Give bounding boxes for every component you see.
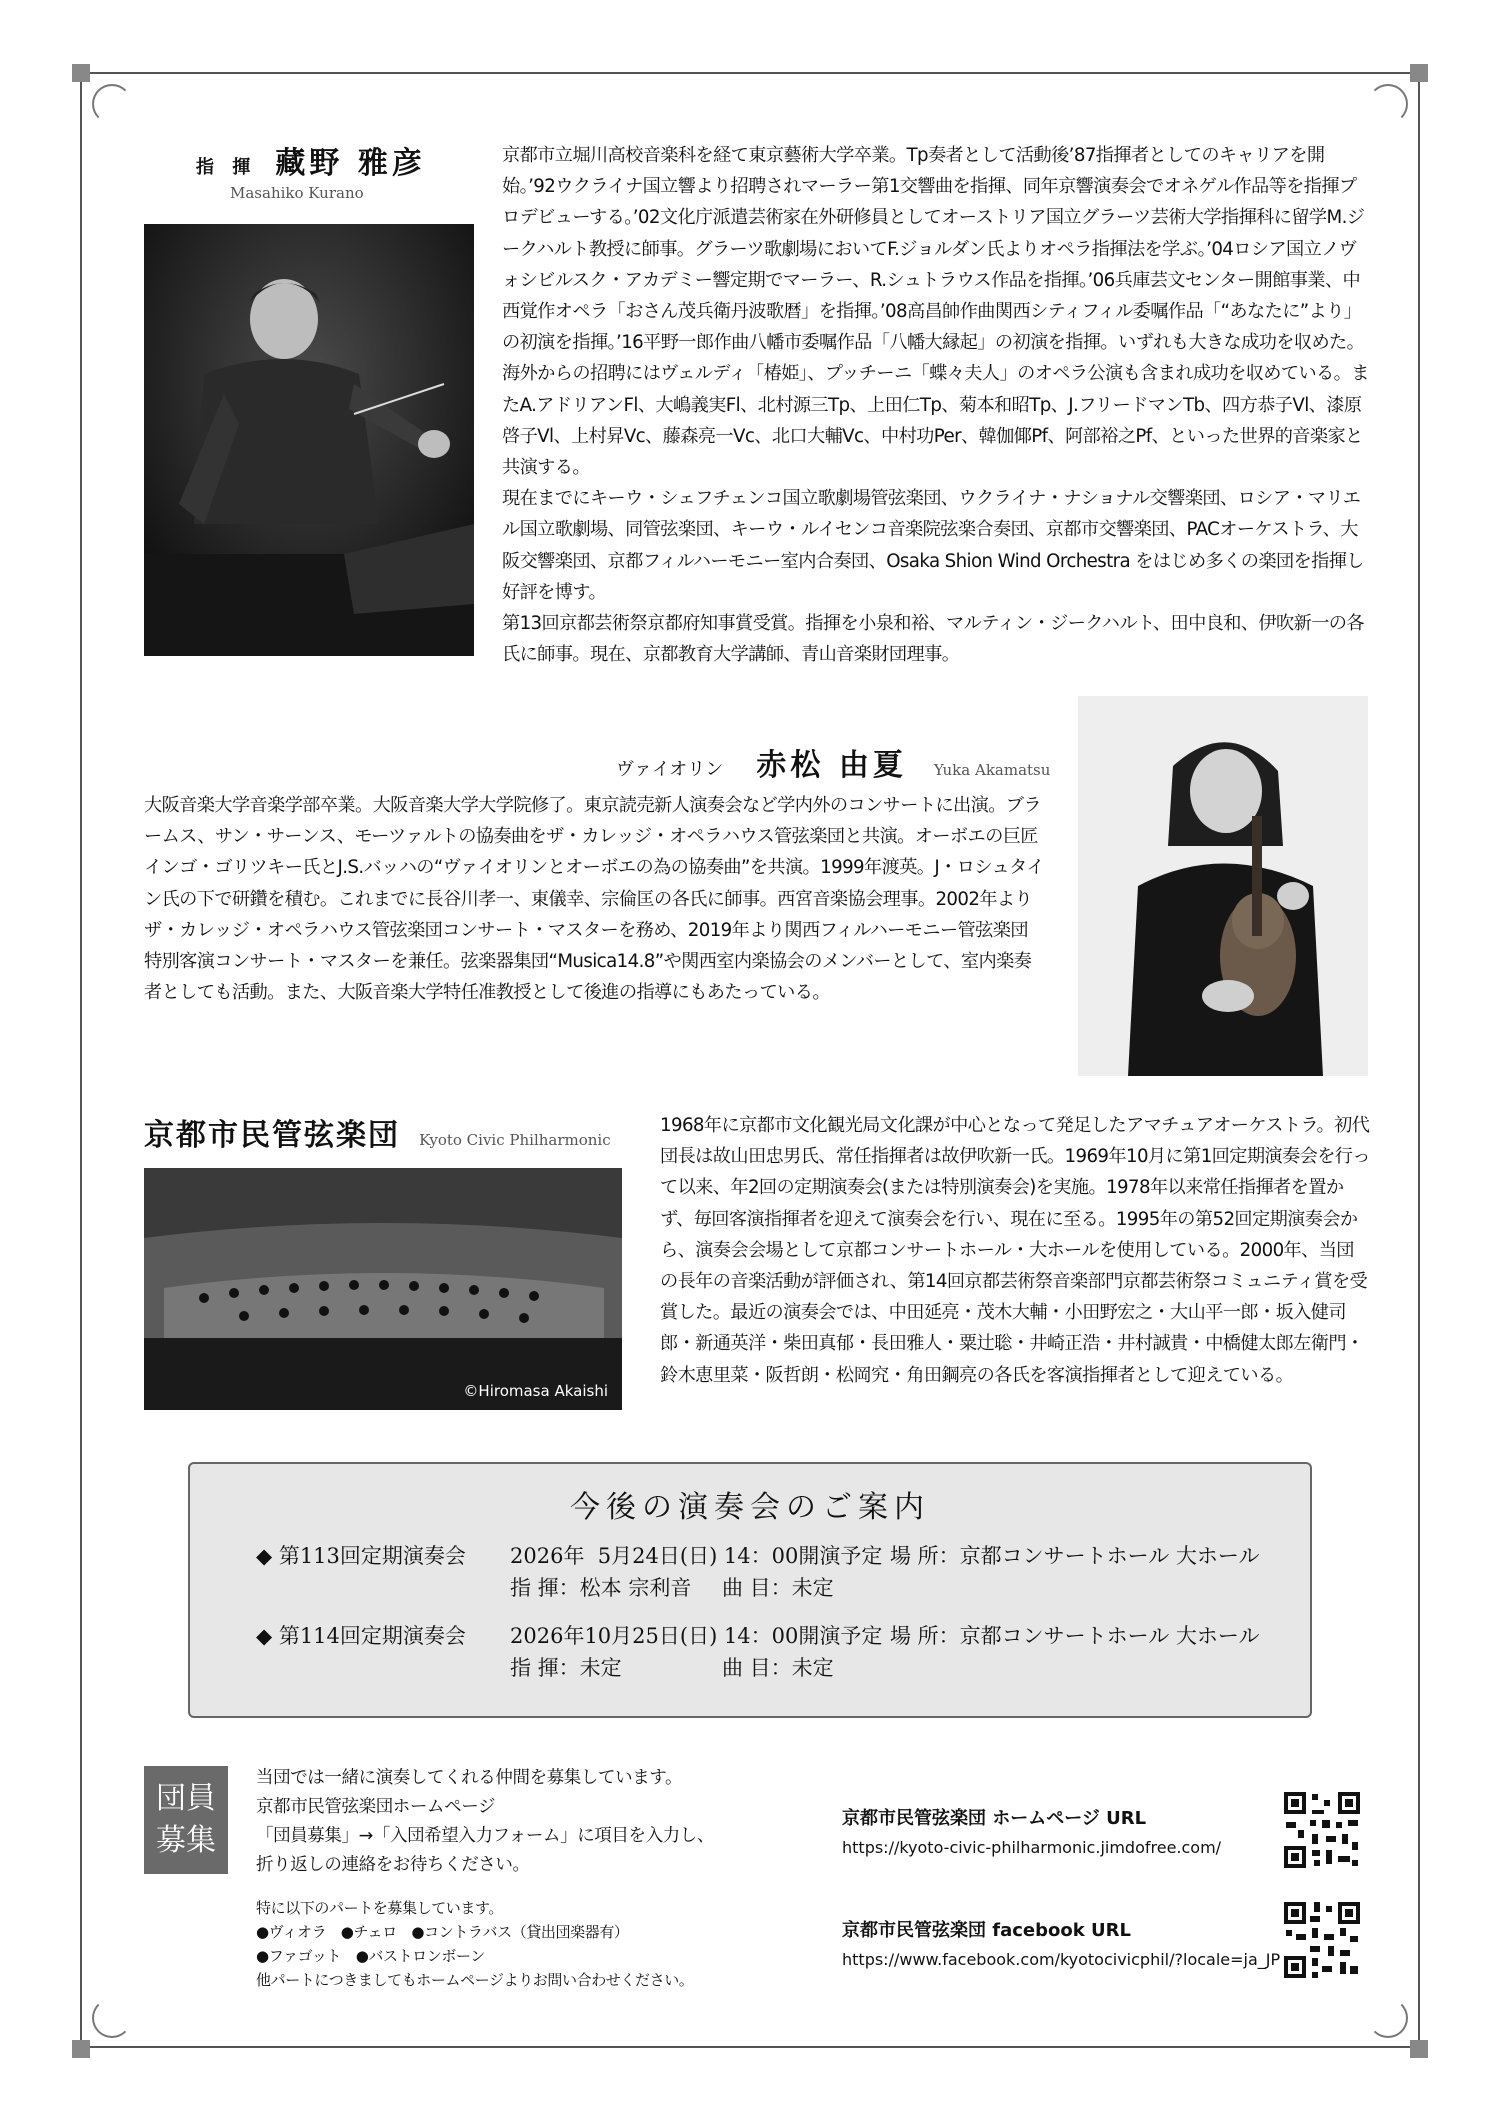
recruit-badge-line: 募集 <box>156 1823 216 1858</box>
conductor-role: 指 揮 <box>196 157 257 178</box>
conductor-bio-paragraph: 第13回京都芸術祭京都府知事賞受賞。指揮を小泉和裕、マルティン・ジークハルト、田中良和、伊吹新一の各氏に師事。現在、京都教育大学講師、青山音楽財団理事。 <box>502 613 1364 666</box>
recruit-line: 「団員募集」→「入団希望入力フォーム」に項目を入力し、 <box>256 1826 714 1846</box>
concert-name: ◆ 第113回定期演奏会 <box>256 1544 466 1568</box>
concert-program: 曲 目：未定 <box>722 1576 834 1600</box>
frame-corner-ornament <box>1410 2040 1428 2058</box>
frame-corner-ornament <box>72 2040 90 2058</box>
violinist-bio: 大阪音楽大学音楽学部卒業。大阪音楽大学大学院修了。東京読売新人演奏会など学内外のコンサートに出演。ブラームス、サン・サーンス、モーツァルトの協奏曲をザ・カレッジ・オペラハウス管弦楽団と共演。オーボエの巨匠インゴ・ゴリツキー氏とJ.S.バッハの“ヴァイオリンとオーボエの為の協奏曲”を共演。1999年渡英。J・ロシュタイン氏の下で研鑽を積む。これまでに長谷川孝一、東儀幸、宗倫匡の各氏に師事。西宮音楽協会理事。2002年よりザ・カレッジ・オペラハウス管弦楽団コンサート・マスターを務め、2019年より関西フィルハーモニー管弦楽団特別客演コンサート・マスターを兼任。弦楽器集団“Musica14.8”や関西室内楽協会のメンバーとして、室内楽奏者としても活動。また、大阪音楽大学特任准教授として後進の指導にもあたっている。 <box>144 795 1044 1004</box>
conductor-photo <box>144 224 474 656</box>
frame-curl-ornament <box>1368 1998 1408 2038</box>
frame-corner-ornament <box>72 64 90 82</box>
recruit-line: 折り返しの連絡をお待ちください。 <box>256 1855 530 1875</box>
violinist-roman-name: Yuka Akamatsu <box>933 761 1051 779</box>
concert-date: 2026年10月25日(日) 14：00開演予定 <box>510 1624 883 1648</box>
orchestra-name: 京都市民管弦楽団 <box>144 1118 400 1153</box>
recruit-parts-note: 他パートにつきましてもホームページよりお問い合わせください。 <box>256 1971 694 1989</box>
frame-curl-ornament <box>1368 84 1408 124</box>
concert-conductor: 指 揮：松本 宗利音 <box>510 1576 692 1600</box>
conductor-heading <box>196 138 456 182</box>
frame-curl-ornament <box>92 84 132 124</box>
concert-program: 曲 目：未定 <box>722 1656 834 1680</box>
photo-credit: ©Hiromasa Akaishi <box>463 1382 608 1400</box>
recruit-parts-line: ●ファゴット ●バストロンボーン <box>256 1947 485 1965</box>
homepage-label: 京都市民管弦楽団 ホームページ URL <box>842 1808 1147 1829</box>
frame-corner-ornament <box>1410 64 1428 82</box>
violinist-heading <box>616 740 1050 784</box>
concerts-title: 今後の演奏会のご案内 <box>570 1490 930 1525</box>
conductor-bio <box>502 140 1370 670</box>
upcoming-concerts-box <box>188 1462 1312 1718</box>
recruit-parts-intro: 特に以下のパートを募集しています。 <box>256 1899 504 1917</box>
recruit-badge <box>144 1766 228 1874</box>
recruit-line: 京都市民管弦楽団ホームページ <box>256 1797 496 1817</box>
homepage-qr-code[interactable] <box>1282 1790 1362 1870</box>
recruit-badge-line: 団員 <box>156 1781 216 1816</box>
conductor-bio-paragraph: 現在までにキーウ・シェフチェンコ国立歌劇場管弦楽団、ウクライナ・ナショナル交響楽団、ロシア・マリエル国立歌劇場、同管弦楽団、キーウ・ルイセンコ音楽院弦楽合奏団、京都市交響楽団、PACオーケストラ、大阪交響楽団、京都フィルハーモニー室内合奏団、Osaka Shion Wind Orchestra をはじめ多くの楽団を指揮し好評を博す。 <box>502 488 1364 603</box>
concert-date: 2026年 5月24日(日) 14：00開演予定 <box>510 1544 883 1568</box>
recruit-line: 当団では一緒に演奏してくれる仲間を募集しています。 <box>256 1768 683 1788</box>
conductor-bio-paragraph: 京都市立堀川高校音楽科を経て東京藝術大学卒業。Tp奏者として活動後’87指揮者としてのキャリアを開始。’92ウクライナ国立響より招聘されマーラー第1交響曲を指揮、同年京響演奏会でオネゲル作品等を指揮プロデビューする。’02文化庁派遣芸術家在外研修員としてオーストリア国立グラーツ芸術大学指揮科に留学M.ジークハルト教授に師事。グラーツ歌劇場においてF.ジョルダン氏よりオペラ指揮法を学ぶ。’04ロシア国立ノヴォシビルスク・アカデミー響定期でマーラー、R.シュトラウス作品を指揮。’06兵庫芸文センター開館事業、中西覚作オペラ「おさん茂兵衛丹波歌暦」を指揮。’08高昌帥作曲関西シティフィル委嘱作品「“あなたに”より」の初演を指揮。’16平野一郎作曲八幡市委嘱作品「八幡大縁起」の初演を指揮。いずれも大きな成功を収めた。海外からの招聘にはヴェルディ「椿姫」、プッチーニ「蝶々夫人」のオペラ公演も含まれ成功を収めている。またA.アドリアンFl、大嶋義実Fl、北村源三Tp、上田仁Tp、菊本和昭Tp、J.フリードマンTb、四方恭子Vl、漆原啓子Vl、上村昇Vc、藤森亮一Vc、北口大輔Vc、中村功Per、韓伽倻Pf、阿部裕之Pf、といった世界的音楽家と共演する。 <box>502 145 1369 479</box>
conductor-roman-name: Masahiko Kurano <box>230 184 364 202</box>
orchestra-heading <box>144 1110 611 1154</box>
recruit-parts-line: ●ヴィオラ ●チェロ ●コントラバス（貸出団楽器有） <box>256 1923 629 1941</box>
orchestra-bio: 1968年に京都市文化観光局文化課が中心となって発足したアマチュアオーケストラ。初代団長は故山田忠男氏、常任指揮者は故伊吹新一氏。1969年10月に第1回定期演奏会を行って以来、年2回の定期演奏会(または特別演奏会)を実施。1978年以来常任指揮者を置かず、毎回客演指揮者を迎えて演奏会を行い、現在に至る。1995年の第52回定期演奏会から、演奏会会場として京都コンサートホール・大ホールを使用している。2000年、当団の長年の音楽活動が評価され、第14回京都芸術祭音楽部門京都芸術祭コミュニティ賞を受賞した。最近の演奏会では、中田延亮・茂木大輔・小田野宏之・大山平一郎・坂入健司郎・新通英洋・柴田真郁・長田雅人・粟辻聡・井崎正浩・井村誠貴・中橋健太郎左衛門・鈴木恵里菜・阪哲朗・松岡究・角田鋼亮の各氏を客演指揮者として迎えている。 <box>660 1115 1370 1386</box>
concert-venue: 場 所：京都コンサートホール 大ホール <box>890 1624 1260 1648</box>
violinist-role: ヴァイオリン <box>616 759 724 780</box>
conductor-name: 藏野 雅彦 <box>275 146 426 181</box>
orchestra-roman-name: Kyoto Civic Philharmonic <box>419 1131 611 1149</box>
recruit-parts <box>256 1896 816 1992</box>
violinist-name: 赤松 由夏 <box>756 748 907 783</box>
concert-conductor: 指 揮：未定 <box>510 1656 622 1680</box>
recruit-text <box>256 1764 816 1880</box>
concert-name: ◆ 第114回定期演奏会 <box>256 1624 466 1648</box>
facebook-qr-code[interactable] <box>1282 1900 1362 1980</box>
homepage-url[interactable]: https://kyoto-civic-philharmonic.jimdofree.com/ <box>842 1838 1222 1857</box>
concert-venue: 場 所：京都コンサートホール 大ホール <box>890 1544 1260 1568</box>
orchestra-photo <box>144 1168 622 1410</box>
frame-curl-ornament <box>92 1998 132 2038</box>
facebook-label: 京都市民管弦楽団 facebook URL <box>842 1920 1131 1941</box>
facebook-url[interactable]: https://www.facebook.com/kyotocivicphil/?locale=ja_JP <box>842 1950 1281 1969</box>
violinist-photo <box>1078 696 1368 1076</box>
